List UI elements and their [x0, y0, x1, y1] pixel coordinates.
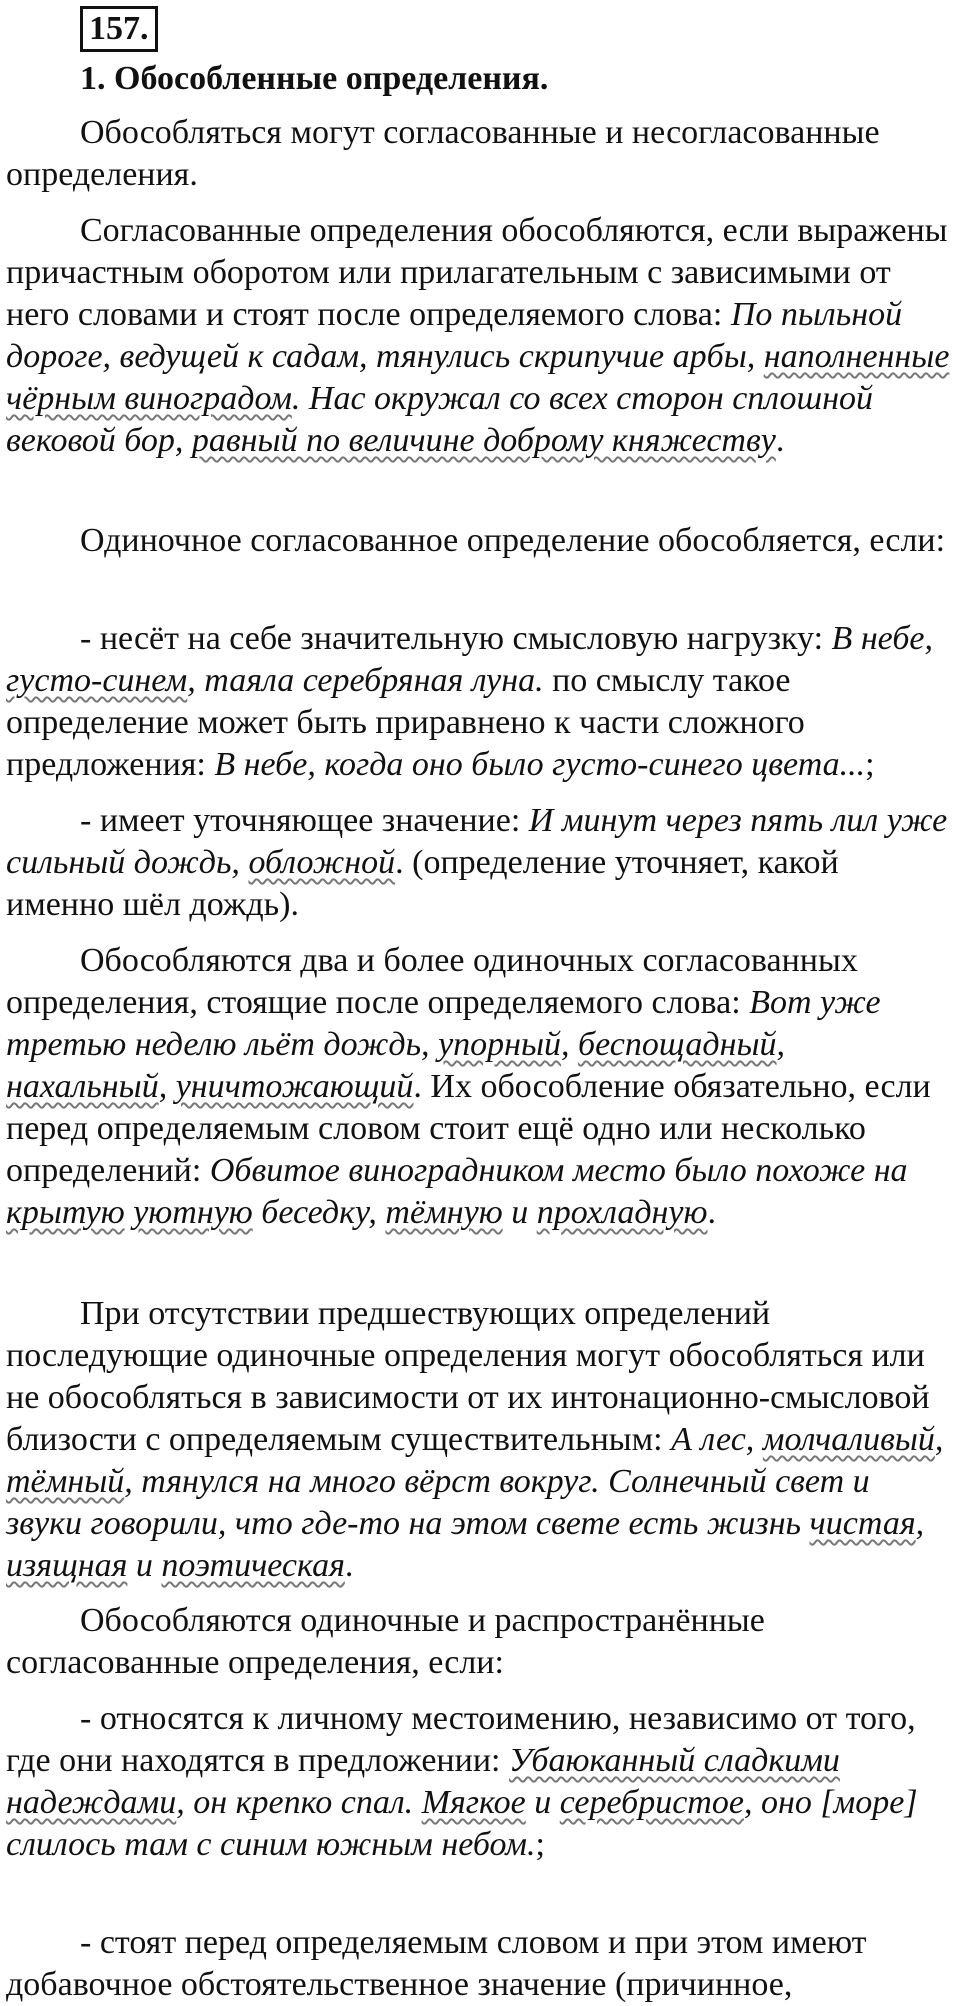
section-title: 1. Обособленные определения. — [80, 60, 549, 97]
paragraph-7: При отсутствии предшествующих определений последующие одиночные определения могут обособляться или не обособляться в зависимости от их интонационно-смысловой близости с определяемым существительным: А лес, молчаливый, тёмный, тянулся на много вёрст вокруг. Солнечный свет и звуки говорили, что где-то на этом свете есть жизнь чистая, изящная и поэтическая. — [6, 1295, 944, 1584]
paragraph-6: Обособляются два и более одиночных согласованных определения, стоящие после определяемого слова: Вот уже третью неделю льёт дождь, упорный, беспощадный, нахальный, уничтожающий. Их обособление обязательно, если перед определяемым словом стоит ещё одно или несколько определений: Обвитое виноградником место было похоже на крытую уютную беседку, тёмную и прохладную. — [6, 942, 931, 1231]
paragraph-8: Обособляются одиночные и распространённые согласованные определения, если: — [6, 1602, 765, 1681]
paragraph-9: - относятся к личному местоимению, независимо от того, где они находятся в предложении: Убаюканный сладкими надеждами, он крепко спал. Мягкое и серебристое, оно [море] слилось там с синим южным небом.; — [6, 1700, 918, 1863]
paragraph-1: Обособляться могут согласованные и несогласованные определения. — [6, 114, 880, 193]
paragraph-3: Одиночное согласованное определение обособляется, если: — [80, 522, 946, 559]
paragraph-5: - имеет уточняющее значение: И минут через пять лил уже сильный дождь, обложной. (определение уточняет, какой именно шёл дождь). — [6, 802, 948, 923]
paragraph-4: - несёт на себе значительную смысловую нагрузку: В небе, густо-синем, таяла серебряная луна. по смыслу такое определение может быть приравнено к части сложного предложения: В небе, когда оно было густо-синего цвета...; — [6, 620, 934, 783]
paragraph-2: Согласованные определения обособляются, если выражены причастным оборотом или прилагательным с зависимыми от него словами и стоят после определяемого слова: По пыльной дороге, ведущей к садам, тянулись скрипучие арбы, наполненные чёрным виноградом. Нас окружал со всех сторон сплошной вековой бор, равный по величине доброму княжеству. — [6, 212, 950, 459]
exercise-number: 157. — [80, 6, 158, 52]
paragraph-10: - стоят перед определяемым словом и при этом имеют добавочное обстоятельственное значение (причинное, — [6, 1924, 867, 2003]
